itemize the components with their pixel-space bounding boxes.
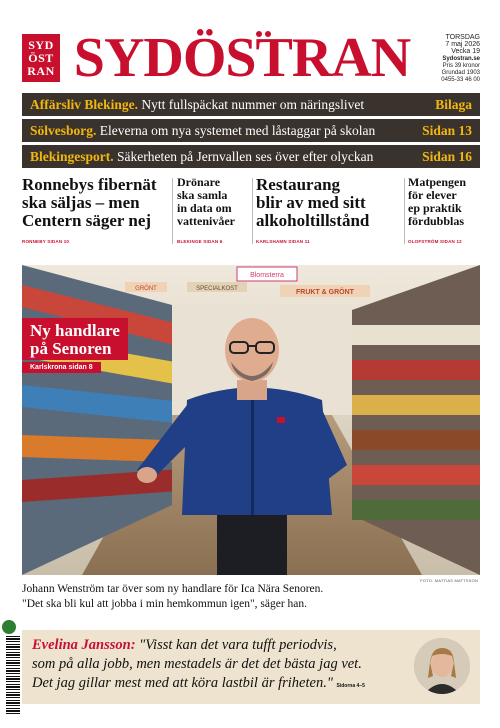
teaser-item[interactable]: [22, 145, 480, 168]
edition-phone: 0455-33 46 00: [441, 77, 480, 84]
headline-line: Drönare: [177, 175, 221, 189]
headline-blekinge[interactable]: [177, 175, 251, 244]
column-divider: [404, 178, 405, 244]
headline-olofstrom[interactable]: [408, 175, 480, 244]
headline-ronneby[interactable]: [22, 175, 170, 244]
headline-line: alkoholtillstånd: [256, 211, 370, 230]
headline-line: fördubblas: [408, 214, 465, 228]
headline-source: OLOFSTRÖM SIDAN 12: [408, 239, 462, 244]
headline-line: Restaurang: [256, 175, 341, 194]
sign-frukt-gront: FRUKT & GRÖNT: [296, 289, 354, 296]
barcode: [6, 636, 20, 716]
teaser-body: Nytt fullspäckat nummer om näringslivet: [138, 96, 365, 112]
headline-line: ska säljas – men: [22, 193, 140, 212]
teaser-ref: Bilaga: [435, 96, 472, 112]
edition-founded: Grundad 1903: [441, 70, 480, 77]
headline-line: Ronnebys fibernät: [22, 175, 157, 194]
headline-line: in data om: [177, 201, 232, 215]
teaser-item[interactable]: [22, 93, 480, 116]
headline-source: KARLSHAMN SIDAN 11: [256, 239, 310, 244]
headline-line: blir av med sitt: [256, 193, 366, 212]
headline-line: ep praktik: [408, 201, 462, 215]
photo-headline-line: på Senoren: [30, 339, 112, 358]
paper-title: SYDÖSTRAN: [73, 27, 411, 89]
logo-line: SYD: [28, 37, 54, 52]
headline-line: vattenivåer: [177, 214, 235, 228]
photo-headline[interactable]: [22, 318, 128, 360]
edition-info: [420, 34, 480, 84]
main-photo[interactable]: [22, 265, 480, 575]
headline-line: ska samla: [177, 188, 228, 202]
edition-price: Pris 39 kronor: [442, 62, 480, 69]
caption-line: Johann Wenström tar över som ny handlare för Ica Nära Senoren.: [22, 583, 324, 595]
headline-source: RONNEBY SIDAN 10: [22, 239, 70, 244]
quote-text: [32, 636, 422, 696]
caption-line: "Det ska bli kul att jobba i min hemkommun igen", säger han.: [22, 597, 308, 610]
edition-week: Vecka 19: [451, 48, 480, 56]
teaser-ref: Sidan 16: [422, 148, 472, 164]
quote-page-ref: Sidorna 4–5: [336, 683, 365, 689]
teaser-kicker: Sölvesborg.: [30, 122, 97, 138]
headline-source: BLEKINGE SIDAN 6: [177, 239, 223, 244]
column-divider: [172, 178, 173, 244]
edition-day: TORSDAG: [445, 34, 480, 41]
quote-author: Evelina Jansson:: [32, 637, 136, 653]
teaser-item[interactable]: [22, 119, 480, 142]
swan-ecolabel-icon: [2, 620, 16, 634]
headline-line: Matpengen: [408, 175, 466, 189]
teaser-kicker: Blekingesport.: [30, 148, 114, 164]
store-aisle-illustration: [22, 265, 480, 575]
sign-gront: GRÖNT: [135, 286, 157, 292]
headline-line: för elever: [408, 188, 457, 202]
teaser-text: [30, 97, 364, 113]
teaser-body: Eleverna om nya systemet med låstaggar på skolan: [96, 122, 376, 138]
quote-teaser[interactable]: [22, 630, 480, 704]
photo-credit: FOTO: MATTIAS MATTSSON: [420, 578, 478, 583]
newspaper-logo: [22, 34, 60, 82]
sign-blomsterra: Blomsterra: [250, 272, 284, 279]
teaser-body: Säkerheten på Jernvallen ses över efter olyckan: [113, 148, 374, 164]
headline-karlshamn[interactable]: [256, 175, 404, 244]
teaser-text: [30, 123, 375, 139]
photo-caption: [22, 582, 462, 611]
edition-date: 7 maj 2026: [445, 41, 480, 49]
photo-page-ref: Karlskrona sidan 8: [22, 362, 101, 373]
teaser-bars: [22, 93, 480, 171]
masthead: [22, 27, 480, 89]
quote-line: som på alla jobb, men mestadels är det det bästa jag vet.: [32, 656, 362, 672]
quote-line: "Visst kan det vara tufft periodvis,: [135, 637, 337, 653]
headline-row: [22, 176, 480, 248]
column-divider: [252, 178, 253, 244]
headline-line: Centern säger nej: [22, 211, 152, 230]
logo-line: ÖST: [28, 50, 54, 65]
photo-headline-line: Ny handlare: [30, 321, 120, 340]
quote-line: Det jag gillar mest med att köra lastbil är friheten.": [32, 675, 333, 691]
teaser-text: [30, 149, 373, 165]
logo-line: RAN: [27, 63, 55, 78]
teaser-kicker: Affärsliv Blekinge.: [30, 96, 138, 112]
author-portrait: [414, 638, 470, 694]
edition-site: Sydostran.se: [442, 55, 480, 62]
teaser-ref: Sidan 13: [422, 122, 472, 138]
sign-specialkost: SPECIALKOST: [196, 286, 238, 292]
